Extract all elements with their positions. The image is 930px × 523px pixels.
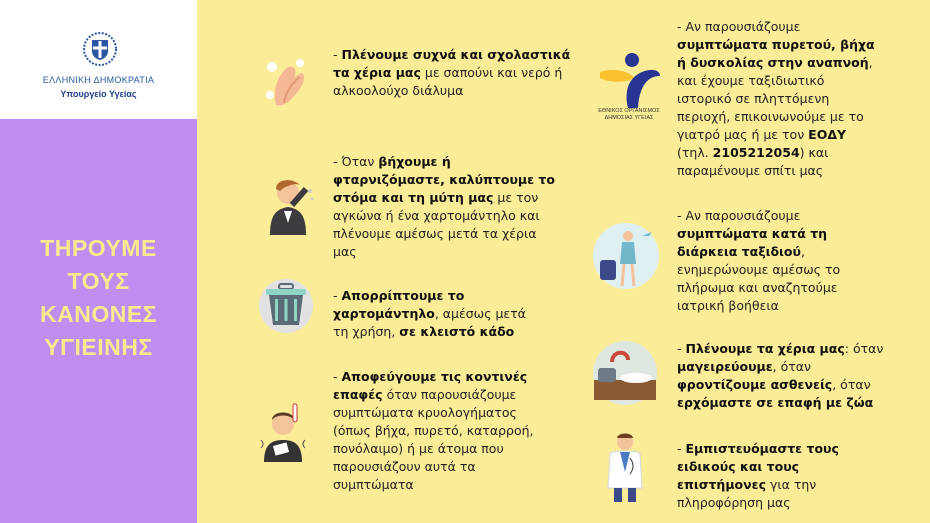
tip-emphasis: ερχόμαστε σε επαφή με ζώα [677, 395, 874, 410]
tip-text: με τον αγκώνα ή ένα χαρτομάντηλο και πλένουμε αμέσως μετά τα χέρια μας [333, 190, 540, 259]
tip-text: όταν παρουσιάζουμε συμπτώματα κρυολογήματος (όπως βήχα, πυρετό, καταρροή, πονόλαιμο) ή με άτομα που παρουσιάζουν αυτά τα συμπτώματα [333, 387, 534, 492]
tip-emphasis: 2105212054 [712, 145, 800, 160]
tip-emphasis: φροντίζουμε ασθενείς [677, 377, 833, 392]
hygiene-tip [677, 340, 887, 412]
hygiene-tip [333, 287, 538, 341]
tip-emphasis: Πλένουμε τα χέρια μας [685, 341, 845, 356]
tip-text: (τηλ. [677, 145, 713, 160]
traveler-icon [592, 222, 660, 290]
tip-emphasis: μαγειρεύουμε [677, 359, 773, 374]
eody-logo-text [594, 108, 664, 122]
hygiene-tip [333, 368, 538, 494]
title-line: ΤΟΥΣ [67, 268, 130, 294]
tip-text: : όταν [844, 341, 884, 356]
trash-bin-icon [258, 278, 314, 334]
ministry-name: Υπουργείο Υγείας [60, 89, 137, 99]
tip-emphasis: σε κλειστό κάδο [399, 324, 515, 339]
doctor-icon [600, 432, 650, 504]
tip-emphasis: συμπτώματα πυρετού, βήχα ή δυσκολίας στην αναπνοή [677, 37, 875, 70]
sick-person-icon [258, 400, 308, 462]
tip-text: - [333, 288, 342, 303]
tip-text: ) και παραμένουμε σπίτι μας [677, 145, 829, 178]
tip-text: - [333, 369, 342, 384]
tip-text: - Αν παρουσιάζουμε [677, 19, 801, 34]
tip-text: - [677, 441, 686, 456]
tip-text: , αμέσως μετά τη χρήση, [333, 306, 526, 339]
hygiene-tip [677, 207, 877, 315]
title-line: ΥΓΙΕΙΝΗΣ [44, 334, 153, 360]
tip-text: - Αν παρουσιάζουμε [677, 208, 801, 223]
government-name: ΕΛΛΗΝΙΚΗ ΔΗΜΟΚΡΑΤΙΑ [42, 75, 155, 85]
tip-emphasis: Αποφεύγουμε τις κοντινές επαφές [333, 369, 528, 402]
greek-emblem-icon [82, 31, 118, 67]
sneezing-man-icon [262, 175, 317, 235]
eody-logo-line: ΔΗΜΟΣΙΑΣ ΥΓΕΙΑΣ [604, 115, 654, 121]
eody-logo-line: ΕΘΝΙΚΟΣ ΟΡΓΑΝΙΣΜΟΣ [598, 108, 660, 114]
handwashing-icon [262, 55, 312, 115]
tip-emphasis: συμπτώματα κατά τη διάρκεια ταξιδιού [677, 226, 828, 259]
hygiene-tip [333, 46, 573, 100]
hygiene-tip [677, 440, 862, 512]
page-title [0, 232, 197, 364]
kitchen-sink-icon [592, 340, 658, 406]
tip-text: , και έχουμε ταξιδιωτικό ιστορικό σε πληττόμενη περιοχή, επικοινωνούμε με το γιατρό μας ή με τον [677, 55, 873, 142]
tip-text: - Όταν [333, 154, 379, 169]
tip-emphasis: Εμπιστευόμαστε τους ειδικούς και τους επιστήμονες [677, 441, 839, 492]
tip-text: , ενημερώνουμε αμέσως το πλήρωμα και αναζητούμε ιατρική βοήθεια [677, 244, 841, 313]
tip-emphasis: βήχουμε ή φταρνιζόμαστε, καλύπτουμε το στόμα και τη μύτη μας [333, 154, 555, 205]
tip-text: με σαπούνι και νερό ή αλκοολούχο διάλυμα [333, 65, 563, 98]
tip-emphasis: ΕΟΔΥ [808, 127, 847, 142]
title-line: ΤΗΡΟΥΜΕ [40, 235, 157, 261]
tip-text: για την πληροφόρηση μας [677, 477, 817, 510]
tip-text: - [677, 341, 686, 356]
hygiene-tip [333, 153, 561, 261]
tip-text: , όταν [772, 359, 812, 374]
tip-text: , όταν [832, 377, 871, 392]
eody-logo-icon [598, 52, 662, 108]
title-line: ΚΑΝΟΝΕΣ [40, 301, 157, 327]
tip-emphasis: Πλένουμε συχνά και σχολαστικά τα χέρια μας [333, 47, 571, 80]
tip-text: - [333, 47, 342, 62]
tip-emphasis: Απορρίπτουμε το χαρτομάντηλο [333, 288, 465, 321]
hygiene-tip [677, 18, 877, 180]
